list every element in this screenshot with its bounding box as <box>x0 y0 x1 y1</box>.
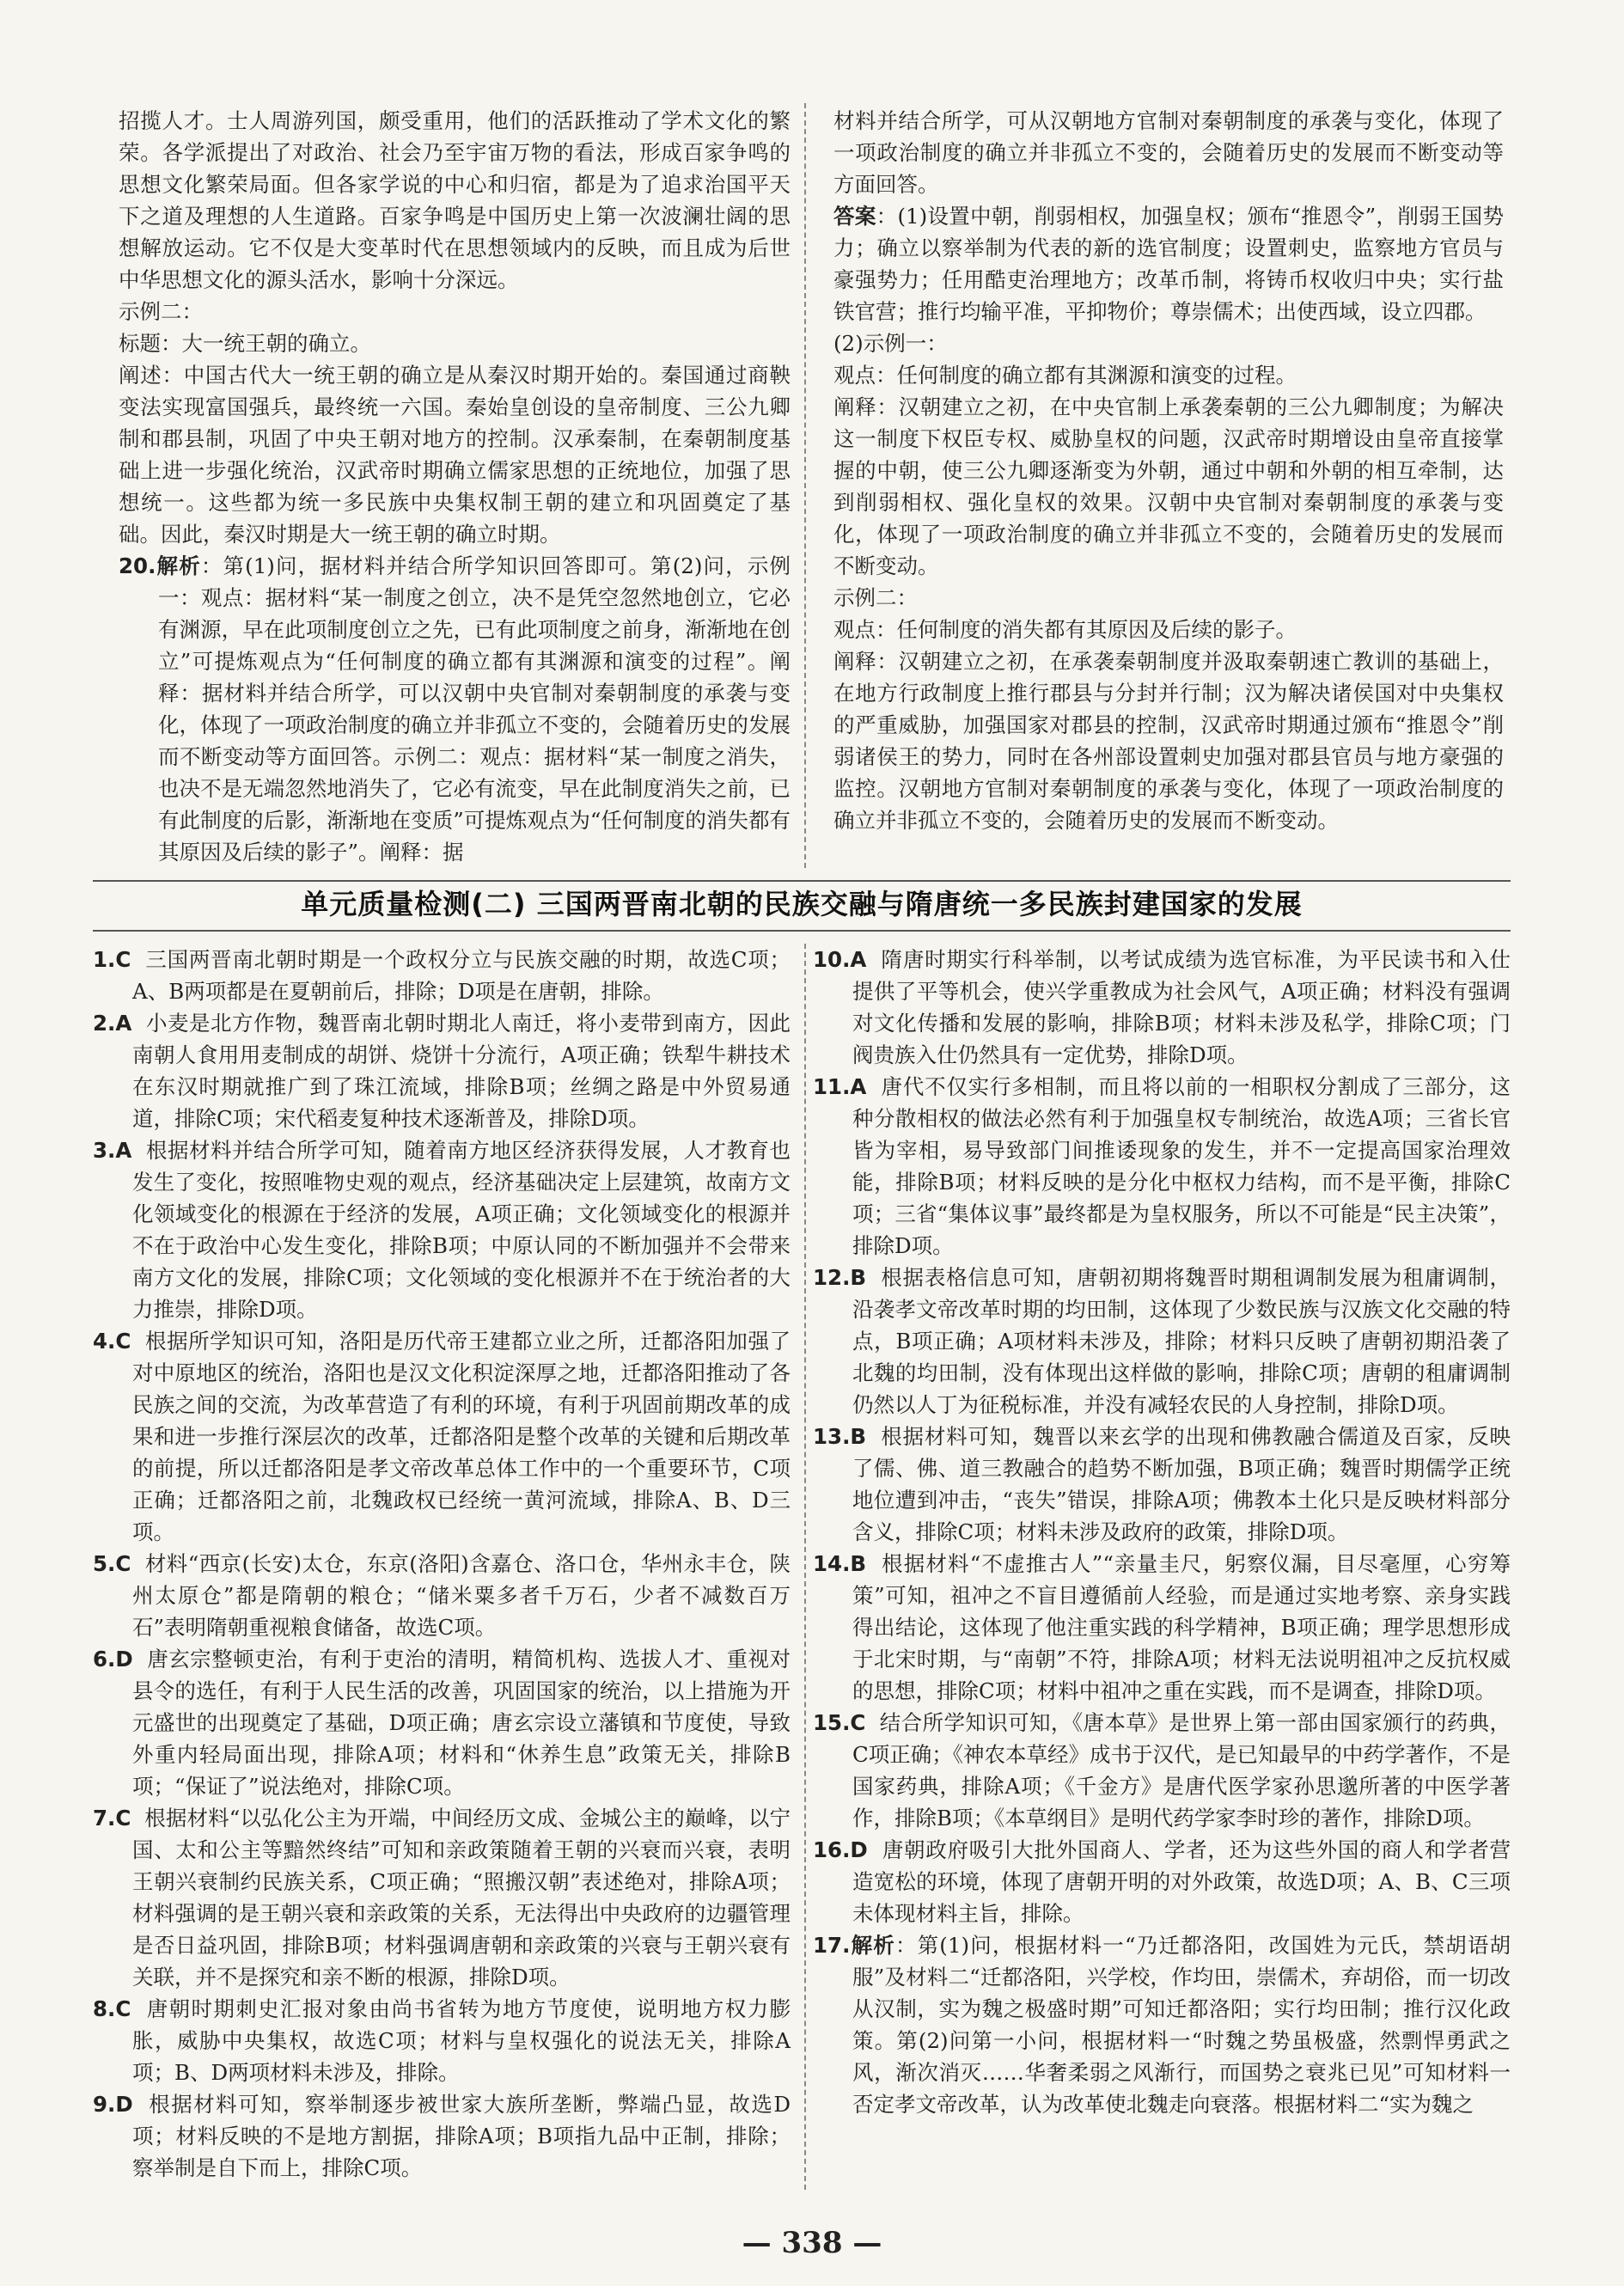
list-item: 4.C 根据所学知识可知，洛阳是历代帝王建都立业之所，迁都洛阳加强了对中原地区的统治，洛阳也是汉文化积淀深厚之地，迁都洛阳推动了各民族之间的交流，为改革营造了有利的环境，有利于巩固前期改革的成果和进一步推行深层次的改革，迁都洛阳是整个改革的关键和后期改革的前提，所以迁都洛阳是孝文帝改革总体工作中的一个重要环节，C项正确；迁都洛阳之前，北魏政权已经统一黄河流域，排除A、B、D三项。 <box>93 1329 791 1544</box>
paragraph: 示例二： <box>833 585 918 610</box>
list-item: 11.A 唐代不仅实行多相制，而且将以前的一相职权分割成了三部分，这种分散相权的做法必然有利于加强皇权专制统治，故选A项；三省长官皆为宰相，易导致部门间推诿现象的发生，并不一定提高国家治理效能，排除B项；材料反映的是分化中枢权力结构，而不是平衡，排除C项；三省“集体议事”最终都是为皇权服务，所以不可能是“民主决策”，排除D项。 <box>813 1074 1511 1258</box>
paragraph: 材料并结合所学，可从汉朝地方官制对秦朝制度的承袭与变化，体现了一项政治制度的确立并非孤立不变的，会随着历史的发展而不断变动等方面回答。 <box>833 108 1504 197</box>
paragraph: 观点：任何制度的确立都有其渊源和演变的过程。 <box>833 363 1297 388</box>
paragraph: 阐述：中国古代大一统王朝的确立是从秦汉时期开始的。秦国通过商鞅变法实现富国强兵，最终统一六国。秦始皇创设的皇帝制度、三公九卿制和郡县制，巩固了中央王朝对地方的控制。汉承秦制，在秦朝制度基础上进一步强化统治，汉武帝时期确立儒家思想的正统地位，加强了思想统一。这些都为统一多民族中央集权制王朝的建立和巩固奠定了基础。因此，秦汉时期是大一统王朝的确立时期。 <box>119 363 791 547</box>
list-item: 2.A 小麦是北方作物，魏晋南北朝时期北人南迁，将小麦带到南方，因此南朝人食用用麦制成的胡饼、烧饼十分流行，A项正确；铁犁牛耕技术在东汉时期就推广到了珠江流域，排除B项；丝绸之路是中外贸易通道，排除C项；宋代稻麦复种技术逐渐普及，排除D项。 <box>93 1011 791 1131</box>
paragraph: 阐释：汉朝建立之初，在中央官制上承袭秦朝的三公九卿制度；为解决这一制度下权臣专权、威胁皇权的问题，汉武帝时期增设由皇帝直接掌握的中朝，使三公九卿逐渐变为外朝，通过中朝和外朝的相互牵制，达到削弱相权、强化皇权的效果。汉朝中央官制对秦朝制度的承袭与变化，体现了一项政治制度的确立并非孤立不变的，会随着历史的发展而不断变动。 <box>833 394 1504 578</box>
list-item: 1.C 三国两晋南北朝时期是一个政权分立与民族交融的时期，故选C项；A、B两项都是在夏朝前后，排除；D项是在唐朝，排除。 <box>93 947 791 1004</box>
page-number: — 338 — <box>742 2226 882 2260</box>
section-title: 单元质量检测(二) 三国两晋南北朝的民族交融与隋唐统一多民族封建国家的发展 <box>301 888 1303 920</box>
question-text: ：第(1)问，据材料并结合所学知识回答即可。第(2)问，示例一：观点：据材料“某一制度之创立，决不是凭空忽然地创立，它必有渊源，早在此项制度创立之先，已有此项制度之前身，渐渐地在创立”可提炼观点为“任何制度的确立都有其渊源和演变的过程”。阐释：据材料并结合所学，可以汉朝中央官制对秦朝制度的承袭与变化，体现了一项政治制度的确立并非孤立不变的，会随着历史的发展而不断变动等方面回答。示例二：观点：据材料“某一制度之消失，也决不是无端忽然地消失了，它必有流变，早在此制度消失之前，已有此制度的后影，渐渐地在变质”可提炼观点为“任何制度的消失都有其原因及后续的影子”。阐释：据 <box>158 553 791 865</box>
top-right-column <box>833 105 1504 836</box>
list-item: 16.D 唐朝政府吸引大批外国商人、学者，还为这些外国的商人和学者营造宽松的环境，体现了唐朝开明的对外政策，故选D项；A、B、C三项未体现材料主旨，排除。 <box>813 1837 1511 1926</box>
answer-tag: 答案 <box>833 204 876 229</box>
list-item: 8.C 唐朝时期刺史汇报对象由尚书省转为地方节度使，说明地方权力膨胀，威胁中央集权，故选C项；材料与皇权强化的说法无关，排除A项；B、D两项材料未涉及，排除。 <box>93 1996 791 2085</box>
list-item: 5.C 材料“西京(长安)太仓，东京(洛阳)含嘉仓、洛口仓，华州永丰仓，陕州太原仓”都是隋朝的粮仓；“储米粟多者千万石，少者不减数百万石”表明隋朝重视粮食储备，故选C项。 <box>93 1551 791 1640</box>
list-item: 3.A 根据材料并结合所学可知，随着南方地区经济获得发展，人才教育也发生了变化，按照唯物史观的观点，经济基础决定上层建筑，故南方文化领域变化的根源在于经济的发展，A项正确；文化领域变化的根源并不在于政治中心发生变化，排除B项；中原认同的不断加强并不会带来南方文化的发展，排除C项；文化领域的变化根源并不在于统治者的大力推崇，排除D项。 <box>93 1138 791 1322</box>
list-item: 17.解析：第(1)问，根据材料一“乃迁都洛阳，改国姓为元氏，禁胡语胡服”及材料二“迁都洛阳，兴学校，作均田，崇儒术，弃胡俗，而一切改从汉制，实为魏之极盛时期”可知迁都洛阳；实行均田制；推行汉化政策。第(2)问第一小问，根据材料一“时魏之势虽极盛，然剽悍勇武之风，渐次消灭……华奢柔弱之风渐行，而国势之衰兆已见”可知材料一否定孝文帝改革，认为改革使北魏走向衰落。根据材料二“实为魏之 <box>813 1933 1511 2117</box>
section-rule <box>93 880 1511 882</box>
paragraph: 示例二： <box>119 299 203 324</box>
bottom-right-column <box>813 944 1511 2120</box>
column-divider <box>804 944 806 2190</box>
list-item: 6.D 唐玄宗整顿吏治，有利于吏治的清明，精简机构、选拔人才、重视对县令的选任，有利于人民生活的改善，巩固国家的统治，以上措施为开元盛世的出现奠定了基础，D项正确；唐玄宗设立藩镇和节度使，导致外重内轻局面出现，排除A项；材料和“休养生息”政策无关，排除B项；“保证了”说法绝对，排除C项。 <box>93 1647 791 1799</box>
paragraph: 招揽人才。士人周游列国，颇受重用，他们的活跃推动了学术文化的繁荣。各学派提出了对政治、社会乃至宇宙万物的看法，形成百家争鸣的思想文化繁荣局面。但各家学说的中心和归宿，都是为了追求治国平天下之道及理想的人生道路。百家争鸣是中国历史上第一次波澜壮阔的思想解放运动。它不仅是大变革时代在思想领域内的反映，而且成为后世中华思想文化的源头活水，影响十分深远。 <box>119 108 791 292</box>
paragraph: 阐释：汉朝建立之初，在承袭秦朝制度并汲取秦朝速亡教训的基础上，在地方行政制度上推行郡县与分封并行制；汉为解决诸侯国对中央集权的严重威胁，加强国家对郡县的控制，汉武帝时期通过颁布“推恩令”削弱诸侯王的势力，同时在各州部设置刺史加强对郡县官员与地方豪强的监控。汉朝地方官制对秦朝制度的承袭与变化，体现了一项政治制度的确立并非孤立不变的，会随着历史的发展而不断变动。 <box>833 649 1504 833</box>
column-divider <box>804 103 806 868</box>
list-item: 14.B 根据材料“不虚推古人”“亲量圭尺，躬察仪漏，目尽毫厘，心穷筹策”可知，祖冲之不盲目遵循前人经验，而是通过实地考察、亲身实践得出结论，这体现了他注重实践的科学精神，B项正确；理学思想形成于北宋时期，与“南朝”不符，排除A项；材料无法说明祖冲之反抗权威的思想，排除C项；材料中祖冲之重在实践，而不是调查，排除D项。 <box>813 1551 1511 1703</box>
analysis-tag: 解析 <box>156 553 201 578</box>
list-item: 13.B 根据材料可知，魏晋以来玄学的出现和佛教融合儒道及百家，反映了儒、佛、道三教融合的趋势不断加强，B项正确；魏晋时期儒学正统地位遭到冲击，“丧失”错误，排除A项；佛教本土化只是反映材料部分含义，排除C项；材料未涉及政府的政策，排除D项。 <box>813 1424 1511 1544</box>
question-number: 20. <box>119 553 156 578</box>
bottom-left-column <box>93 944 791 2184</box>
paragraph: (2)示例一： <box>833 331 948 356</box>
list-item: 7.C 根据材料“以弘化公主为开端，中间经历文成、金城公主的巅峰，以宁国、太和公主等黯然终结”可知和亲政策随着王朝的兴衰而兴衰，表明王朝兴衰制约民族关系，C项正确；“照搬汉朝”表述绝对，排除A项；材料强调的是王朝兴衰和亲政策的关系，无法得出中央政府的边疆管理是否日益巩固，排除B项；材料强调唐朝和亲政策的兴衰与王朝兴衰有关联，并不是探究和亲不断的根源，排除D项。 <box>93 1806 791 1990</box>
question-20 <box>119 550 791 868</box>
section-rule <box>93 930 1511 932</box>
list-item: 9.D 根据材料可知，察举制逐步被世家大族所垄断，弊端凸显，故选D项；材料反映的不是地方割据，排除A项；B项指九品中正制，排除；察举制是自下而上，排除C项。 <box>93 2092 791 2180</box>
paragraph: 标题：大一统王朝的确立。 <box>119 331 371 356</box>
answer-paragraph <box>833 200 1504 327</box>
answer-text: ：(1)设置中朝，削弱相权，加强皇权；颁布“推恩令”，削弱王国势力；确立以察举制为代表的新的选官制度；设置刺史，监察地方官员与豪强势力；任用酷吏治理地方；改革币制，将铸币权收归中央；实行盐铁官营；推行均输平准，平抑物价；尊崇儒术；出使西域，设立四郡。 <box>833 204 1504 324</box>
top-left-column <box>119 105 791 868</box>
list-item: 12.B 根据表格信息可知，唐朝初期将魏晋时期租调制发展为租庸调制，沿袭孝文帝改革时期的均田制，这体现了少数民族与汉族文化交融的特点，B项正确；A项材料未涉及，排除；材料只反映了唐朝初期沿袭了北魏的均田制，没有体现出这样做的影响，排除C项；唐朝的租庸调制仍然以人丁为征税标准，并没有减轻农民的人身控制，排除D项。 <box>813 1265 1511 1417</box>
list-item: 15.C 结合所学知识可知，《唐本草》是世界上第一部由国家颁行的药典，C项正确；《神农本草经》成书于汉代，是已知最早的中药学著作，不是国家药典，排除A项；《千金方》是唐代医学家孙思邈所著的中医学著作，排除B项；《本草纲目》是明代药学家李时珍的著作，排除D项。 <box>813 1710 1511 1831</box>
paragraph: 观点：任何制度的消失都有其原因及后续的影子。 <box>833 617 1297 642</box>
list-item: 10.A 隋唐时期实行科举制，以考试成绩为选官标准，为平民读书和入仕提供了平等机会，使兴学重教成为社会风气，A项正确；材料没有强调对文化传播和发展的影响，排除B项；材料未涉及私学，排除C项；门阀贵族入仕仍然具有一定优势，排除D项。 <box>813 947 1511 1067</box>
